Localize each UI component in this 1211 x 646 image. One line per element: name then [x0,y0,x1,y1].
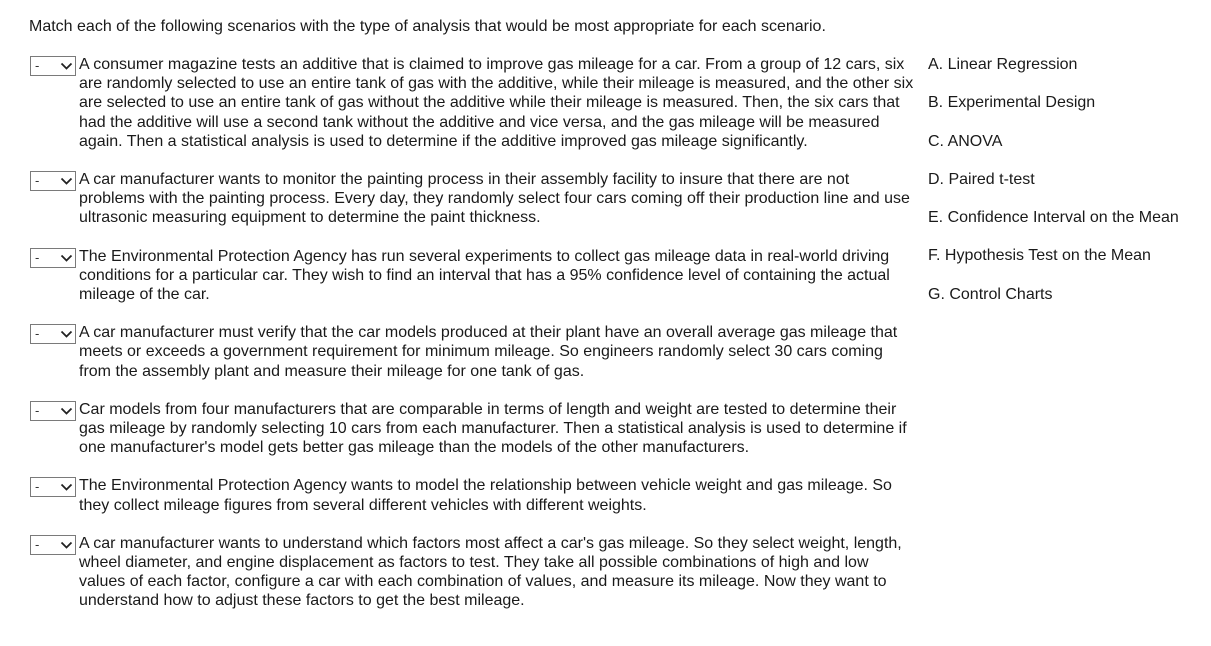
answer-select-4[interactable] [30,324,76,344]
option-b: B. Experimental Design [928,94,1096,112]
chevron-down-icon [60,175,73,187]
answer-select-1[interactable] [30,56,76,76]
scenario-item [30,170,920,228]
option-e: E. Confidence Interval on the Mean [928,209,1179,227]
option-c: C. ANOVA [928,132,1003,150]
option-g: G. Control Charts [928,285,1053,303]
scenario-text: Car models from four manufacturers that are comparable in terms of length and weight are tested to determine their gas mileage by randomly selecting 10 cars from each manufacturer. Then a statistical analysis is used to determine if one manufacturer's model gets better gas mileage than the models of the other manufacturers. [79,400,907,457]
chevron-down-icon [60,481,73,493]
option-f: F. Hypothesis Test on the Mean [928,247,1151,265]
select-value: - [35,173,40,189]
scenario-item [30,400,920,458]
scenario-text: A car manufacturer must verify that the car models produced at their plant have an overall average gas mileage that meets or exceeds a government requirement for minimum mileage. So engineers randomly select 30 cars coming from the assembly plant and measure their mileage for one tank of gas. [79,324,898,380]
scenario-text: A car manufacturer wants to monitor the painting process in their assembly facility to insure that there are not problems with the painting process. Every day, they randomly select four cars coming off their production line and use ultrasonic measuring equipment to determine the paint thickness. [79,171,910,227]
scenario-list [30,55,920,630]
scenario-text: The Environmental Protection Agency wants to model the relationship between vehicle weight and gas mileage. So they collect mileage figures from several different vehicles with different weights. [79,477,892,514]
chevron-down-icon [60,405,73,417]
scenario-item [30,55,920,151]
scenario-text: A car manufacturer wants to understand which factors most affect a car's gas mileage. So they select weight, length, wheel diameter, and engine displacement as factors to test. They take all possible combinations of high and low values of each factor, configure a car with each combination of values, and measure its mileage. Now they want to understand how to adjust these factors to get the best mileage. [79,534,902,610]
answer-select-6[interactable] [30,477,76,497]
instructions-text: Match each of the following scenarios with the type of analysis that would be most appropriate for each scenario. [29,18,826,35]
select-value: - [35,249,40,265]
answer-select-7[interactable] [30,535,76,555]
answer-select-2[interactable] [30,171,76,191]
option-d: D. Paired t-test [928,170,1035,188]
select-value: - [35,58,40,73]
select-value: - [35,479,40,495]
scenario-item [30,323,920,381]
answer-select-3[interactable] [30,248,76,268]
select-value: - [35,402,40,418]
select-value: - [35,326,40,342]
chevron-down-icon [60,539,73,551]
option-a: A. Linear Regression [928,56,1078,73]
scenario-item [30,476,920,514]
scenario-item [30,247,920,305]
answer-options-list [928,55,1208,323]
chevron-down-icon [60,60,73,72]
select-value: - [35,536,40,552]
scenario-text: A consumer magazine tests an additive that is claimed to improve gas mileage for a car. From a group of 12 cars, six are randomly selected to use an entire tank of gas with the additive, while their mileage is measured, and the other six are selected to use an entire tank of gas without the additive while their mileage is measured. Then, the six cars that had the additive will use a second tank without the additive and vice versa, and the gas mileage will be measured again. Then a statistical analysis is used to determine if the additive improved gas mileage significantly. [79,56,914,150]
chevron-down-icon [60,252,73,264]
scenario-item [30,534,920,611]
answer-select-5[interactable] [30,401,76,421]
scenario-text: The Environmental Protection Agency has run several experiments to collect gas mileage data in real-world driving conditions for a particular car. They wish to find an interval that has a 95% confidence level of containing the actual mileage of the car. [79,247,890,304]
chevron-down-icon [60,328,73,340]
